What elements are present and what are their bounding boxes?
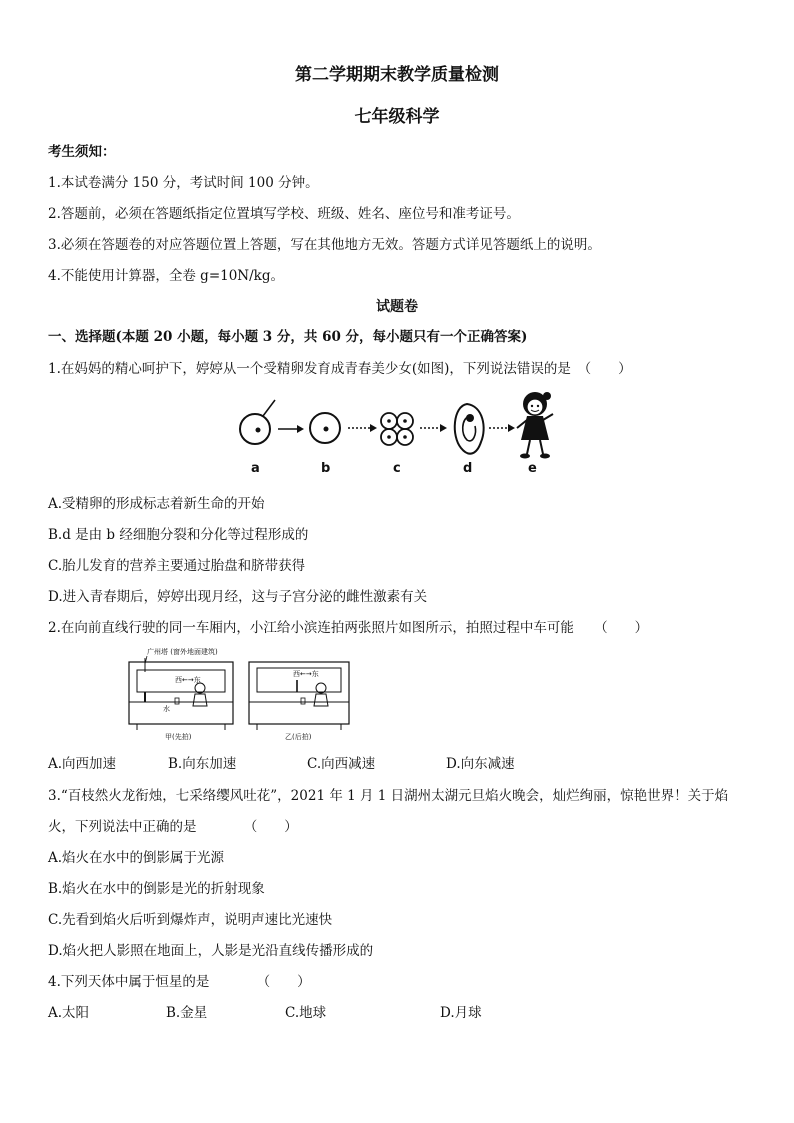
fetus-icon	[455, 404, 484, 454]
q4-option-a: A.太阳	[48, 1005, 90, 1021]
arrow-icon	[278, 425, 304, 433]
arrow-icon	[420, 424, 447, 432]
exam-subtitle: 七年级科学	[354, 107, 440, 127]
figure-label-e: e	[528, 461, 537, 476]
q1-stem: 1.在妈妈的精心呵护下，婷婷从一个受精卵发育成青春美少女(如图)，下列说法错误的是 （ ）	[48, 361, 632, 377]
fertilized-egg-icon	[240, 400, 275, 444]
q2-option-a: A.向西加速	[48, 756, 117, 772]
notice-item: 4.不能使用计算器，全卷 g=10N/kg。	[48, 268, 284, 284]
figure-label-a: a	[251, 461, 260, 476]
q4-option-b: B.金星	[166, 1005, 208, 1021]
q3-stem-line2: 火，下列说法中正确的是 （ ）	[48, 819, 298, 835]
q1-option-c: C.胎儿发育的营养主要通过胎盘和脐带获得	[48, 558, 306, 574]
q2-option-b: B.向东加速	[168, 756, 237, 772]
q4-option-c: C.地球	[285, 1005, 327, 1021]
q1-development-figure	[225, 388, 565, 480]
arrow-icon	[489, 424, 515, 432]
figure-label-b: b	[321, 461, 331, 476]
notice-item: 2.答题前，必须在答题纸指定位置填写学校、班级、姓名、座位号和准考证号。	[48, 206, 520, 222]
arrow-icon	[348, 424, 377, 432]
notice-item: 3.必须在答题卷的对应答题位置上答题，写在其他地方无效。答题方式详见答题纸上的说明。	[48, 237, 601, 253]
q3-option-b: B.焰火在水中的倒影是光的折射现象	[48, 881, 265, 897]
cell-division-icon	[381, 413, 413, 445]
q3-option-d: D.焰火把人影照在地面上，人影是光沿直线传播形成的	[48, 943, 374, 959]
q2-option-c: C.向西减速	[307, 756, 376, 772]
q1-option-a: A.受精卵的形成标志着新生命的开始	[48, 496, 265, 512]
q2-stem: 2.在向前直线行驶的同一车厢内，小江给小滨连拍两张照片如图所示，拍照过程中车可能 （ ）	[48, 620, 649, 636]
figure-label-d: d	[463, 461, 473, 476]
notice-heading: 考生须知：	[48, 144, 116, 160]
girl-icon	[517, 392, 553, 459]
part1-heading: 一、选择题(本题 20 小题，每小题 3 分，共 60 分，每小题只有一个正确答案)	[48, 329, 528, 345]
q3-stem-line1: 3.“百枝然火龙衔烛，七采络缨风吐花”，2021 年 1 月 1 日湖州太湖元旦焰火晚会，灿烂绚丽，惊艳世界！关于焰	[48, 788, 729, 804]
q3-option-a: A.焰火在水中的倒影属于光源	[48, 850, 225, 866]
figure-label-c: c	[393, 461, 401, 476]
photo-frame-left	[129, 658, 233, 730]
zygote-icon	[310, 413, 340, 443]
q3-option-c: C.先看到焰火后听到爆炸声，说明声速比光速快	[48, 912, 333, 928]
q1-option-d: D.进入青春期后，婷婷出现月经，这与子宫分泌的雌性激素有关	[48, 589, 428, 605]
tower-label: 广州塔 (窗外地面建筑)	[147, 648, 218, 656]
q2-train-photos-figure	[125, 644, 355, 744]
q4-option-d: D.月球	[440, 1005, 482, 1021]
caption-left: 甲(先拍)	[165, 733, 192, 741]
water-label: 水	[163, 705, 170, 713]
direction-label-left: 西←→东	[175, 676, 201, 684]
notice-item: 1.本试卷满分 150 分，考试时间 100 分钟。	[48, 175, 319, 191]
q4-stem: 4.下列天体中属于恒星的是 （ ）	[48, 974, 311, 990]
section-label: 试题卷	[376, 299, 418, 315]
q2-option-d: D.向东减速	[446, 756, 515, 772]
caption-right: 乙(后拍)	[285, 733, 312, 741]
exam-title: 第二学期期末教学质量检测	[295, 65, 499, 85]
q1-option-b: B.d 是由 b 经细胞分裂和分化等过程形成的	[48, 527, 309, 543]
direction-label-right: 西←→东	[293, 670, 319, 678]
